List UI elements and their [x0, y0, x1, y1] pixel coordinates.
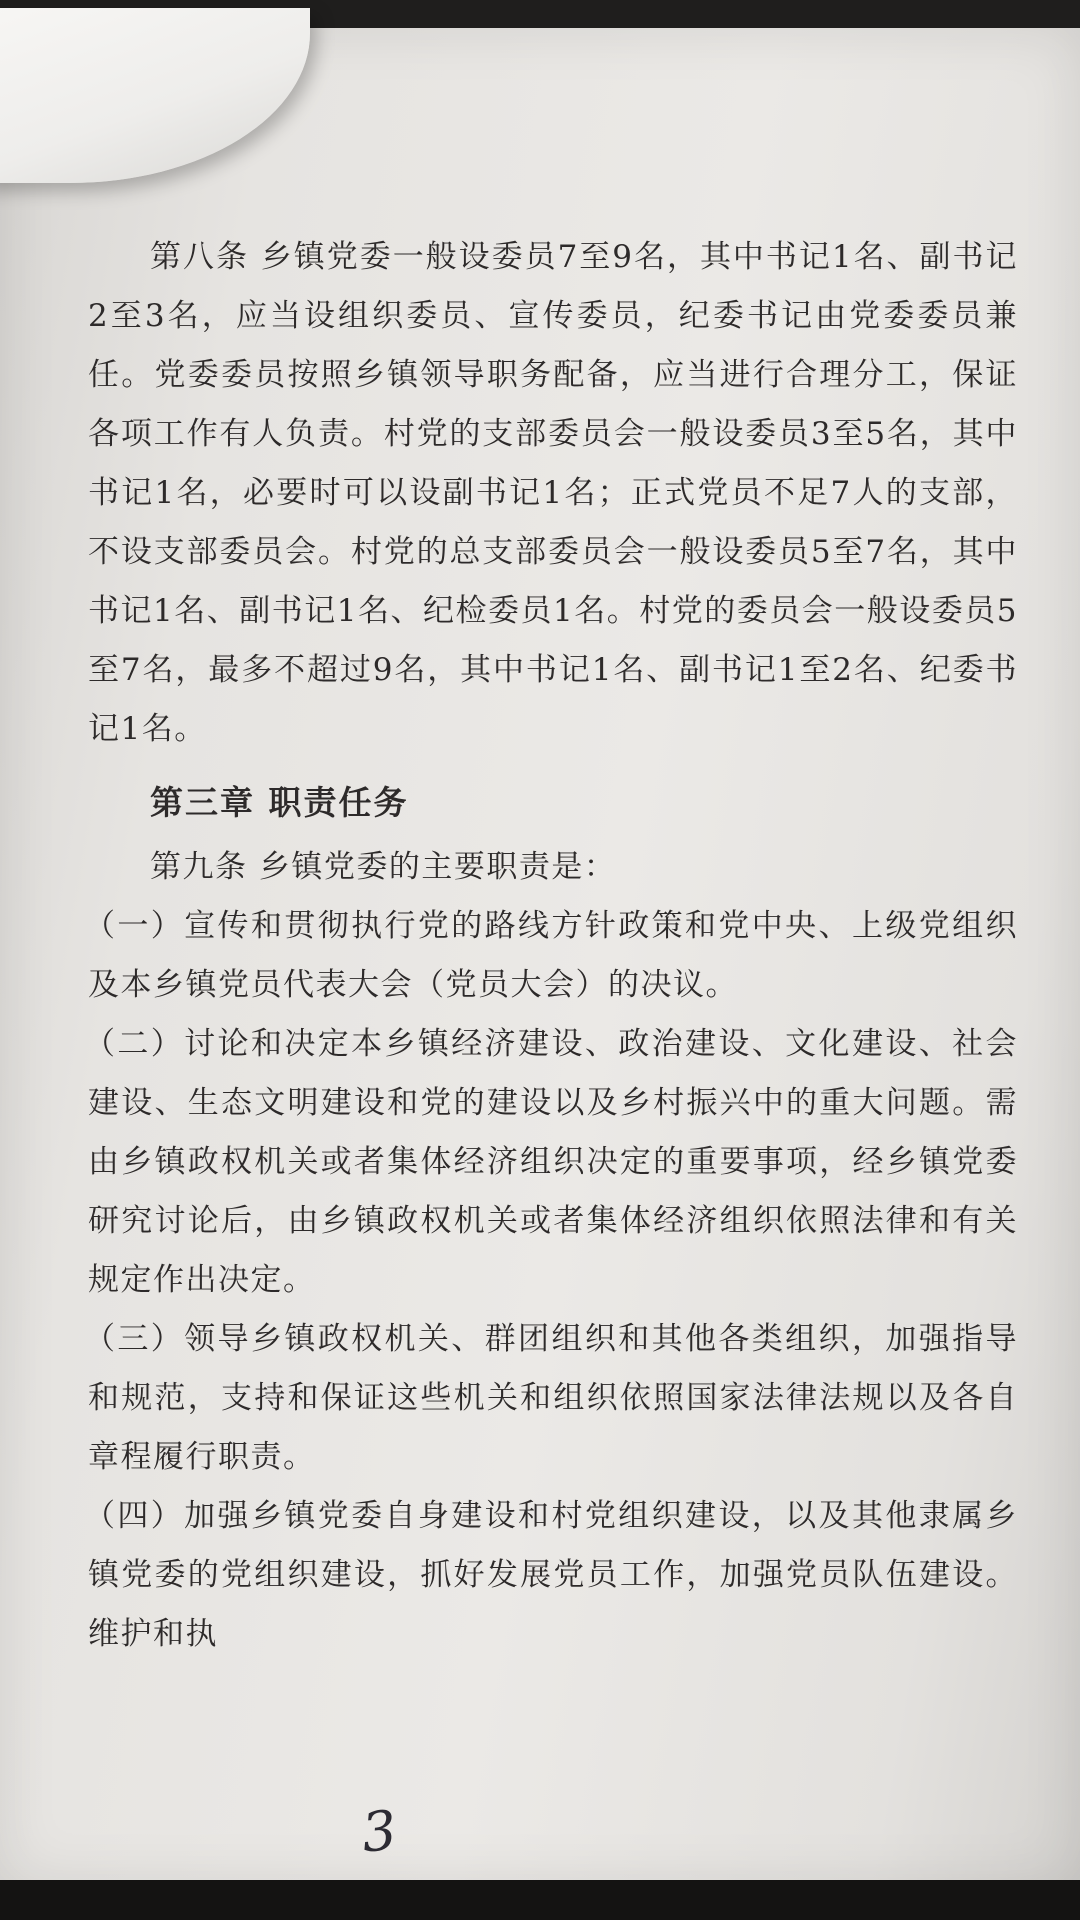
handwritten-page-number: 3	[358, 1798, 400, 1865]
document-body	[84, 228, 1018, 1664]
duty-item-3: （三）领导乡镇政权机关、群团组织和其他各类组织，加强指导和规范，支持和保证这些机关和组织依照国家法律法规以及各自章程履行职责。	[84, 1321, 1018, 1475]
duty-item-1: （一）宣传和贯彻执行党的路线方针政策和党中央、上级党组织及本乡镇党员代表大会（党员大会）的决议。	[84, 908, 1018, 1003]
article-8-paragraph: 第八条 乡镇党委一般设委员7至9名，其中书记1名、副书记2至3名，应当设组织委员、宣传委员，纪委书记由党委委员兼任。党委委员按照乡镇领导职务配备，应当进行合理分工，保证各项工作有人负责。村党的支部委员会一般设委员3至5名，其中书记1名，必要时可以设副书记1名；正式党员不足7人的支部，不设支部委员会。村党的总支部委员会一般设委员5至7名，其中书记1名、副书记1名、纪检委员1名。村党的委员会一般设委员5至7名，最多不超过9名，其中书记1名、副书记1至2名、纪委书记1名。	[88, 239, 1018, 747]
page-curl	[0, 8, 310, 183]
paper-page	[0, 28, 1080, 1886]
article-9-intro: 第九条 乡镇党委的主要职责是：	[150, 849, 617, 885]
background-bottom	[0, 1880, 1080, 1920]
chapter-title: 第三章 职责任务	[150, 783, 409, 822]
duty-item-4: （四）加强乡镇党委自身建设和村党组织建设，以及其他隶属乡镇党委的党组织建设，抓好发展党员工作，加强党员队伍建设。维护和执	[84, 1498, 1018, 1652]
duty-item-2: （二）讨论和决定本乡镇经济建设、政治建设、文化建设、社会建设、生态文明建设和党的建设以及乡村振兴中的重大问题。需由乡镇政权机关或者集体经济组织决定的重要事项，经乡镇党委研究讨论后，由乡镇政权机关或者集体经济组织依照法律和有关规定作出决定。	[84, 1026, 1018, 1298]
